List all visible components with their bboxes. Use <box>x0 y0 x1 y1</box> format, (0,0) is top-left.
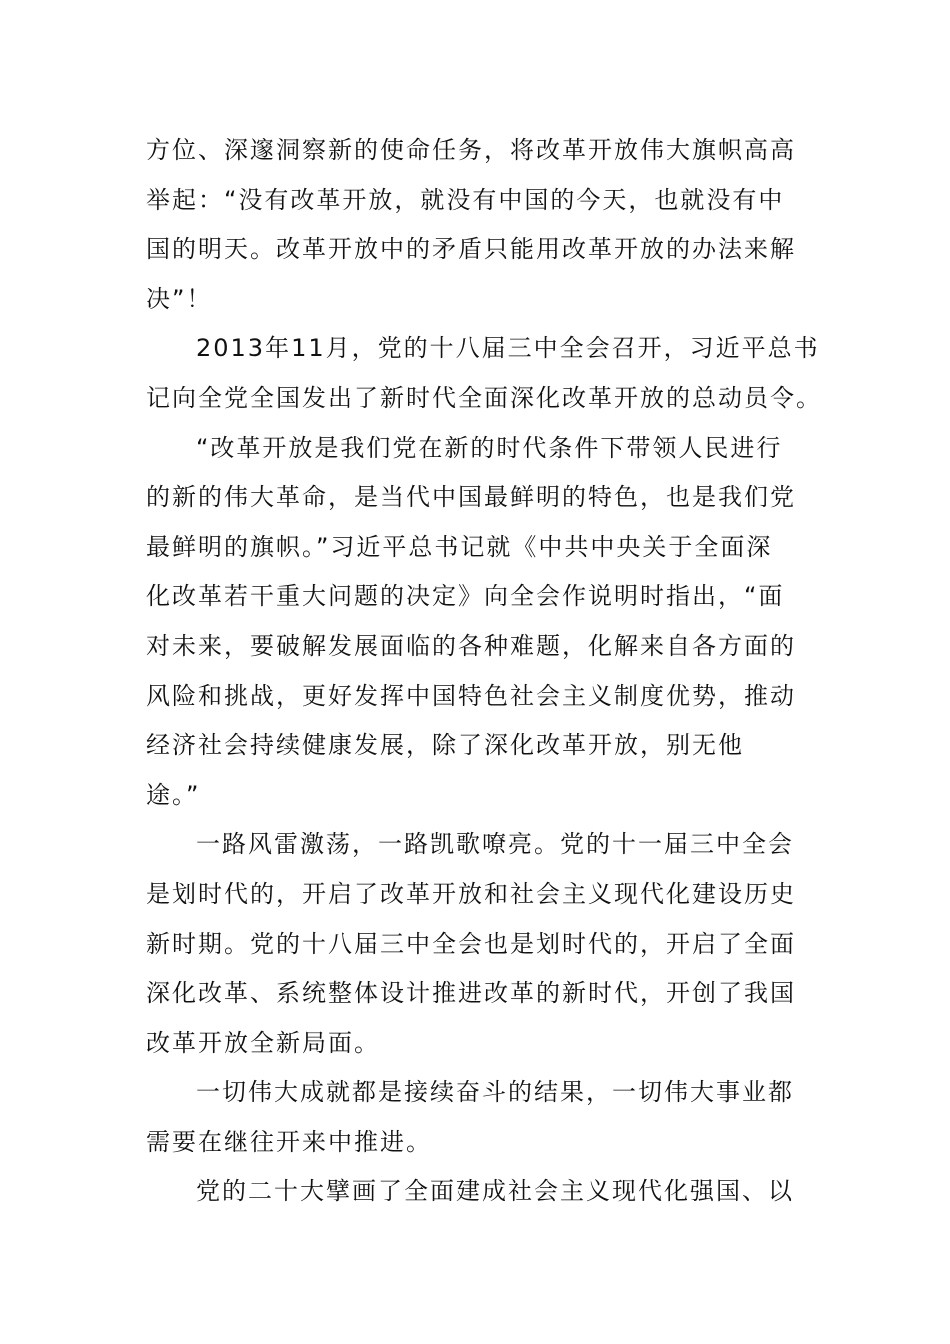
paragraph-start-line: “改革开放是我们党在新的时代条件下带领人民进行 <box>196 433 783 462</box>
text-line: 记向全党全国发出了新时代全面深化改革开放的总动员令。 <box>146 383 822 412</box>
paragraph-start-line: 一路风雷激荡，一路凯歌嘹亮。党的十一届三中全会 <box>196 830 794 859</box>
text-line: 对未来，要破解发展面临的各种难题，化解来自各方面的 <box>146 631 796 660</box>
text-line: 改革开放全新局面。 <box>146 1028 380 1057</box>
text-line: 化改革若干重大问题的决定》向全会作说明时指出，“面 <box>146 582 785 611</box>
text-line: 深化改革、系统整体设计推进改革的新时代，开创了我国 <box>146 979 796 1008</box>
text-line: 方位、深邃洞察新的使命任务，将改革开放伟大旗帜高高 <box>146 136 796 164</box>
text-line: 新时期。党的十八届三中全会也是划时代的，开启了全面 <box>146 929 796 958</box>
text-line: 需要在继往开来中推进。 <box>146 1127 432 1156</box>
text-line: 举起：“没有改革开放，就没有中国的今天，也就没有中 <box>146 185 785 214</box>
paragraph-start-line: 2013年11月，党的十八届三中全会召开，习近平总书 <box>196 334 820 363</box>
text-line: 的新的伟大革命，是当代中国最鲜明的特色，也是我们党 <box>146 483 796 512</box>
text-line: 国的明天。改革开放中的矛盾只能用改革开放的办法来解 <box>146 235 796 264</box>
text-line: 是划时代的，开启了改革开放和社会主义现代化建设历史 <box>146 879 796 908</box>
paragraph-start-line: 党的二十大擘画了全面建成社会主义现代化强国、以 <box>196 1177 794 1206</box>
body-text <box>146 126 822 1217</box>
text-line: 决”！ <box>146 284 213 313</box>
paragraph-start-line: 一切伟大成就都是接续奋斗的结果，一切伟大事业都 <box>196 1078 794 1107</box>
text-line: 风险和挑战，更好发挥中国特色社会主义制度优势，推动 <box>146 681 796 710</box>
text-line: 经济社会持续健康发展，除了深化改革开放，别无他 <box>146 731 744 760</box>
text-line: 最鲜明的旗帜。”习近平总书记就《中共中央关于全面深 <box>146 532 773 561</box>
text-line: 途。” <box>146 780 201 809</box>
